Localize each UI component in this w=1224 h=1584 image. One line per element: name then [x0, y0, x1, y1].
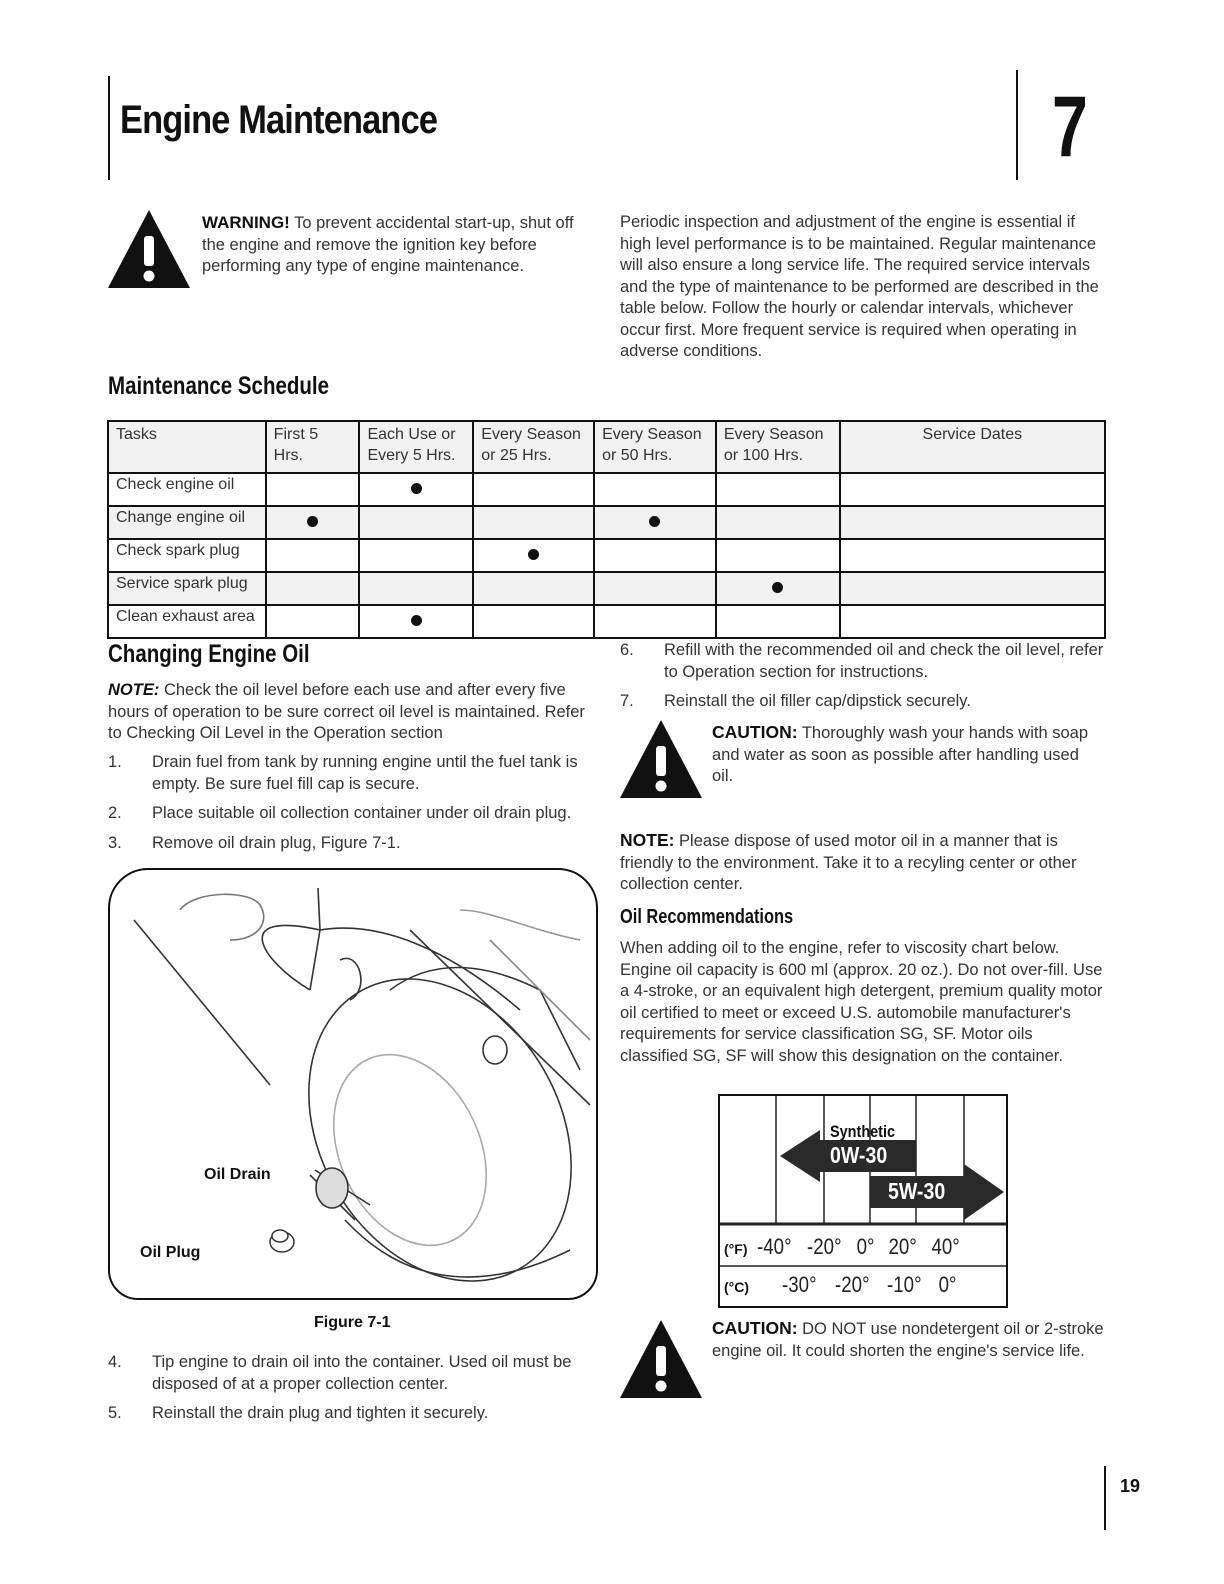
interval-cell — [473, 473, 594, 506]
interval-cell — [716, 572, 840, 605]
header-right-rule — [1016, 70, 1018, 180]
caution-icon-2 — [618, 1318, 704, 1405]
interval-cell — [716, 539, 840, 572]
oil-recommendations-heading: Oil Recommendations — [620, 906, 794, 928]
warning-icon — [106, 208, 192, 295]
list-item — [108, 752, 598, 795]
interval-cell — [473, 572, 594, 605]
service-date-cell — [840, 473, 1105, 506]
temperature-label: -30° — [782, 1272, 817, 1297]
celsius-label: (°C) — [724, 1279, 750, 1295]
schedule-dot-icon — [649, 516, 660, 527]
step-text: Tip engine to drain oil into the container. Used oil must be disposed of at a proper collection center. — [152, 1353, 572, 1393]
header-each-use: Each Use or Every 5 Hrs. — [359, 421, 473, 473]
note-text: Check the oil level before each use and after every five hours of operation to be sure correct oil level is maintained. Refer to Checking Oil Level in the Operation section — [108, 681, 585, 742]
task-cell: Clean exhaust area — [108, 605, 266, 638]
caution-icon — [618, 718, 704, 805]
fahrenheit-temps — [754, 1234, 973, 1259]
interval-cell — [473, 539, 594, 572]
interval-cell — [594, 539, 716, 572]
interval-cell — [359, 506, 473, 539]
interval-cell — [594, 506, 716, 539]
note2-text: Please dispose of used motor oil in a manner that is friendly to the environment. Take it to a recyling center or other collection center. — [620, 832, 1077, 893]
header-every-season-25: Every Season or 25 Hrs. — [473, 421, 594, 473]
header-tasks: Tasks — [108, 421, 266, 473]
intro-paragraph: Periodic inspection and adjustment of the engine is essential if high level performance is to be maintained. Regular maintenance will also ensure a long service life. The required service intervals and the type of maintenance to be performed are described in the table below. Follow the hourly or calendar intervals, whichever occur first. More frequent service is required when operating in adverse conditions. — [620, 213, 1099, 360]
temperature-label: -10° — [887, 1272, 922, 1297]
steps-list-b — [108, 1352, 598, 1433]
temperature-label: -20° — [807, 1234, 842, 1259]
note2-label: NOTE: — [620, 830, 675, 850]
figure-7-1 — [108, 868, 598, 1300]
interval-cell — [716, 506, 840, 539]
service-date-cell — [840, 572, 1105, 605]
step-text: Remove oil drain plug, Figure 7-1. — [152, 833, 401, 852]
synthetic-label: Synthetic — [830, 1122, 896, 1141]
temperature-label: 40° — [931, 1234, 960, 1259]
list-item — [620, 640, 1106, 683]
interval-cell — [594, 572, 716, 605]
interval-cell — [266, 572, 360, 605]
schedule-dot-icon — [528, 549, 539, 560]
interval-cell — [359, 572, 473, 605]
grade-5w30: 5W-30 — [888, 1178, 946, 1204]
figure-caption: Figure 7-1 — [314, 1314, 391, 1331]
maintenance-schedule-table — [107, 420, 1106, 639]
temperature-label: 20° — [888, 1234, 917, 1259]
interval-cell — [473, 506, 594, 539]
warning-text: To prevent accidental start-up, shut off the engine and remove the ignition key before performing any type of engine maintenance. — [202, 214, 574, 275]
step-number: 3. — [108, 833, 122, 852]
step-text: Refill with the recommended oil and check the oil level, refer to Operation section for instructions. — [664, 641, 1104, 681]
note2-block — [620, 830, 1106, 896]
celsius-temps — [779, 1272, 970, 1297]
step-number: 2. — [108, 804, 122, 822]
task-cell: Service spark plug — [108, 572, 266, 605]
table-header-row — [108, 421, 1105, 473]
page-number: 19 — [1120, 1476, 1141, 1496]
engine-illustration — [110, 870, 596, 1298]
service-date-cell — [840, 506, 1105, 539]
step-number: 6. — [620, 641, 634, 659]
schedule-dot-icon — [411, 615, 422, 626]
note-label: NOTE: — [108, 681, 160, 699]
header-left-rule — [108, 76, 110, 180]
caution-block-1 — [712, 722, 1104, 788]
caution-label-1: CAUTION: — [712, 722, 798, 742]
interval-cell — [716, 605, 840, 638]
interval-cell — [359, 539, 473, 572]
header-every-season-50: Every Season or 50 Hrs. — [594, 421, 716, 473]
interval-cell — [594, 473, 716, 506]
schedule-dot-icon — [772, 582, 783, 593]
temperature-label: 0° — [856, 1234, 875, 1259]
step-number: 4. — [108, 1353, 122, 1371]
temperature-label: -40° — [756, 1234, 792, 1259]
schedule-dot-icon — [307, 516, 318, 527]
grade-0w30: 0W-30 — [830, 1142, 888, 1168]
celsius-row — [724, 1272, 970, 1298]
interval-cell — [359, 473, 473, 506]
fahrenheit-label: (°F) — [724, 1241, 748, 1257]
temperature-label: -20° — [834, 1272, 870, 1297]
maintenance-schedule-heading: Maintenance Schedule — [108, 372, 330, 400]
service-date-cell — [840, 605, 1105, 638]
interval-cell — [266, 605, 360, 638]
list-item — [108, 833, 598, 855]
warning-label: WARNING! — [202, 213, 290, 232]
header-service-dates: Service Dates — [840, 421, 1105, 473]
list-item — [108, 803, 598, 825]
changing-engine-oil-heading: Changing Engine Oil — [108, 640, 310, 668]
header-every-season-100: Every Season or 100 Hrs. — [716, 421, 840, 473]
oil-recommendations-text: When adding oil to the engine, refer to viscosity chart below. Engine oil capacity is 600 ml (approx. 20 oz.). Do not over-fill. Use a 4-stroke, or an equivalent high detergent, premium quality motor oil certified to meet or exceed U.S. automobile manufacturer's requirements for service classification SG, SF. Motor oils classified SG, SF will show this designation on the container. — [620, 939, 1103, 1065]
oil-drain-label: Oil Drain — [204, 1166, 271, 1183]
table-row — [108, 605, 1105, 638]
steps-list-a — [108, 752, 598, 862]
caution-block-2 — [712, 1318, 1104, 1362]
warning-block — [202, 212, 596, 278]
steps-list-c — [620, 640, 1106, 721]
schedule-dot-icon — [411, 483, 422, 494]
step-text: Drain fuel from tank by running engine until the fuel tank is empty. Be sure fuel fill cap is secure. — [152, 753, 578, 793]
service-date-cell — [840, 539, 1105, 572]
task-cell: Change engine oil — [108, 506, 266, 539]
list-item — [108, 1352, 598, 1395]
footer-rule — [1104, 1466, 1106, 1530]
task-cell: Check spark plug — [108, 539, 266, 572]
note-block — [108, 680, 598, 745]
interval-cell — [716, 473, 840, 506]
fahrenheit-row — [724, 1234, 972, 1260]
temperature-label: 0° — [938, 1272, 957, 1297]
page-title: Engine Maintenance — [120, 98, 438, 142]
list-item — [620, 691, 1106, 713]
oil-plug-label: Oil Plug — [140, 1244, 201, 1261]
interval-cell — [594, 605, 716, 638]
viscosity-chart — [718, 1094, 1008, 1308]
caution-text-1: Thoroughly wash your hands with soap and water as soon as possible after handling used oil. — [712, 724, 1089, 785]
chapter-number: 7 — [1052, 79, 1088, 175]
table-row — [108, 572, 1105, 605]
step-text: Reinstall the oil filler cap/dipstick securely. — [664, 692, 971, 710]
caution-label-2: CAUTION: — [712, 1318, 798, 1338]
step-number: 7. — [620, 692, 634, 710]
step-text: Reinstall the drain plug and tighten it securely. — [152, 1404, 489, 1422]
interval-cell — [359, 605, 473, 638]
interval-cell — [266, 473, 360, 506]
table-row — [108, 539, 1105, 572]
step-number: 5. — [108, 1404, 122, 1422]
interval-cell — [266, 506, 360, 539]
header-first-5-hrs: First 5 Hrs. — [266, 421, 360, 473]
list-item — [108, 1403, 598, 1425]
table-row — [108, 473, 1105, 506]
oil-plug-icon — [270, 1230, 294, 1252]
interval-cell — [473, 605, 594, 638]
step-number: 1. — [108, 753, 122, 771]
caution-text-2: DO NOT use nondetergent oil or 2-stroke engine oil. It could shorten the engine's service life. — [712, 1320, 1104, 1360]
interval-cell — [266, 539, 360, 572]
step-text: Place suitable oil collection container under oil drain plug. — [152, 804, 572, 822]
task-cell: Check engine oil — [108, 473, 266, 506]
table-row — [108, 506, 1105, 539]
